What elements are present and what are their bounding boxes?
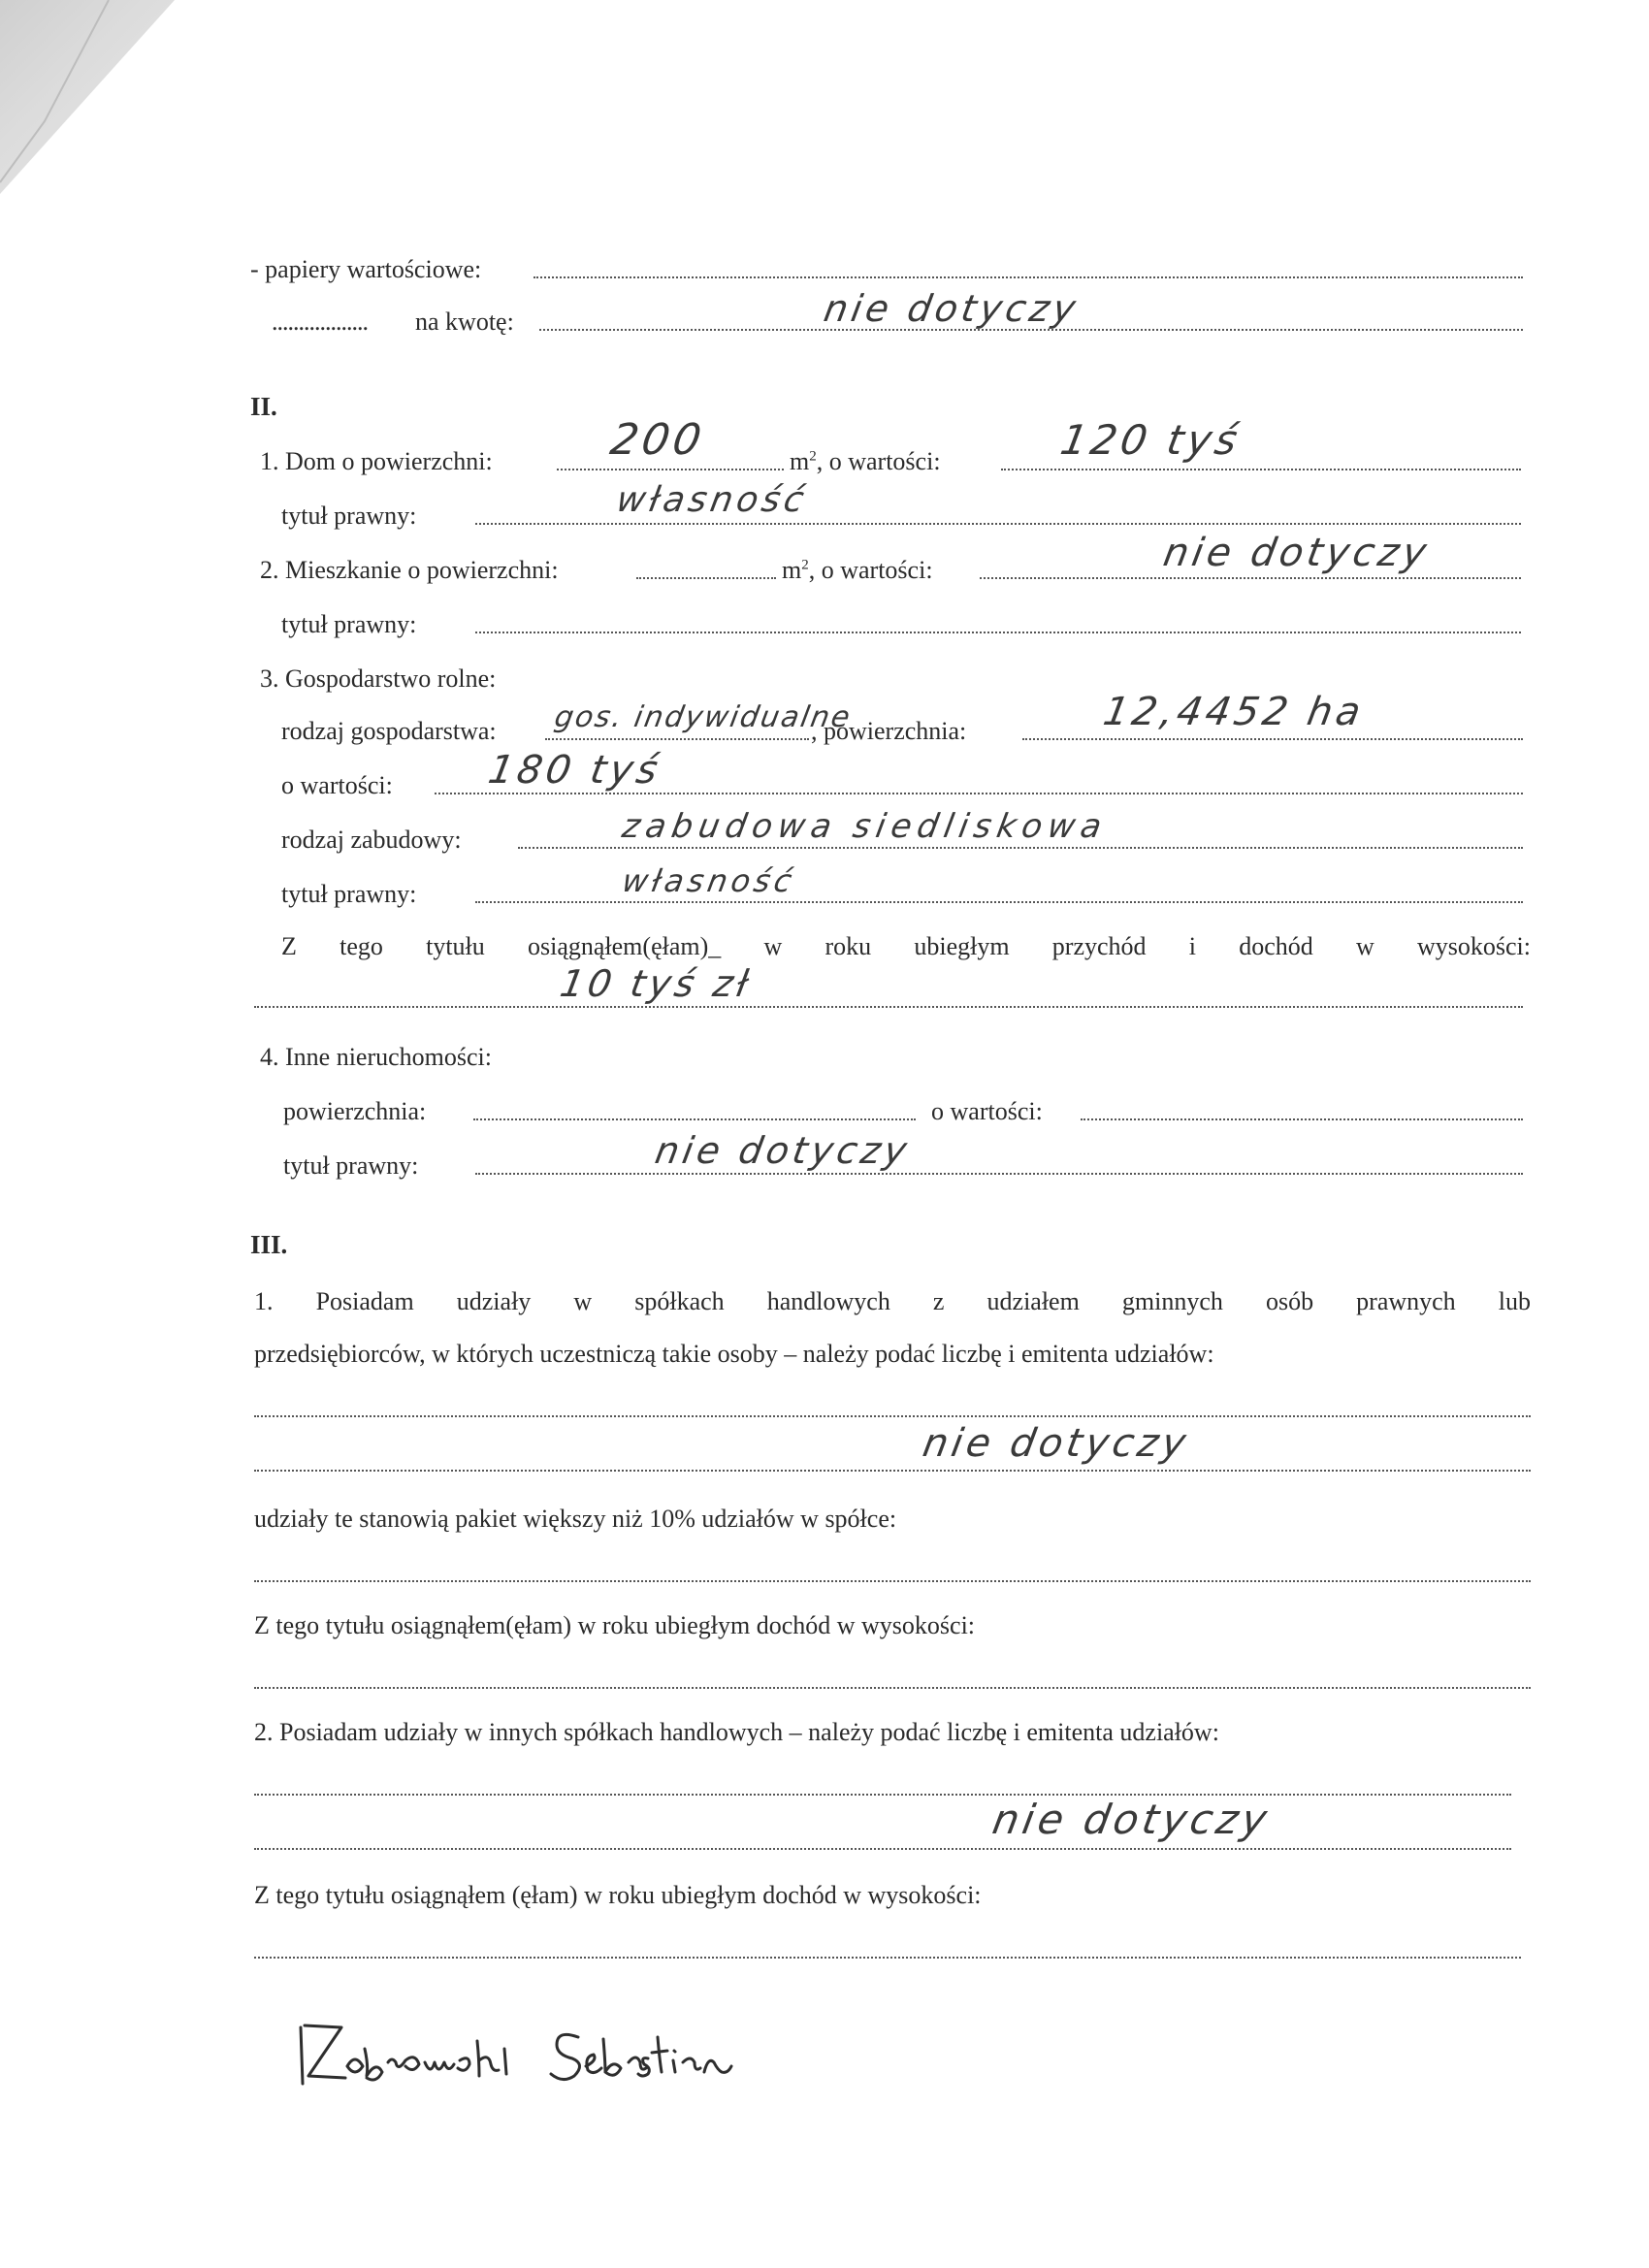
gospodarstwo-type-label: rodzaj gospodarstwa: — [281, 717, 497, 745]
dom-row — [260, 415, 1521, 481]
s3-p2-line: 2. Posiadam udziały w innych spółkach handlowych – należy podać liczbę i emitenta udziałów: — [254, 1718, 1219, 1746]
gospodarstwo-title-field — [475, 901, 1523, 903]
s3-p1-answer-field-1 — [254, 1415, 1531, 1417]
mieszkanie-row — [260, 531, 1521, 590]
mieszkanie-label: 2. Mieszkanie o powierzchni: — [260, 556, 559, 584]
dom-area-value: 200 — [606, 415, 709, 465]
gospodarstwo-building-value: zabudowa siedliskowa — [619, 807, 1111, 846]
papiery-label: - papiery wartościowe: — [250, 255, 482, 283]
s3-p1-answer-field-2 — [254, 1470, 1531, 1472]
inne-area-field — [473, 1118, 916, 1120]
dom-area-field — [557, 469, 784, 470]
gospodarstwo-income-field — [254, 1006, 1523, 1008]
inne-area-row — [283, 1092, 1523, 1131]
mieszkanie-title-label: tytuł prawny: — [281, 610, 417, 638]
kwota-row — [250, 287, 1531, 341]
gospodarstwo-type-value: gos. indywidualne — [552, 700, 855, 734]
inne-title-field — [475, 1173, 1523, 1175]
mieszkanie-title-field — [475, 632, 1521, 633]
gospodarstwo-building-row — [281, 807, 1523, 859]
s3-p1-line2-row — [254, 1335, 1531, 1374]
inne-title-value: nie dotyczy — [652, 1129, 915, 1172]
s3-p1-packet-field — [254, 1580, 1531, 1582]
s3-p1-line1: 1. Posiadam udziały w spółkach handlowych z udziałem gminnych osób prawnych lub — [254, 1287, 1531, 1315]
gospodarstwo-value: 180 tyś — [484, 748, 665, 793]
s3-p2-row — [254, 1713, 1531, 1752]
mieszkanie-unit-sup: 2 — [801, 557, 809, 573]
gospodarstwo-title-label: tytuł prawny: — [281, 880, 417, 908]
s3-p2-answer-row-2 — [254, 1796, 1511, 1861]
s3-p2-answer-field-1 — [254, 1794, 1511, 1796]
s3-p1-answer-row-2 — [254, 1421, 1531, 1482]
inne-title-row — [283, 1129, 1523, 1185]
s3-p2-value: nie dotyczy — [988, 1796, 1275, 1843]
s3-p2-income: Z tego tytułu osiągnąłem (ęłam) w roku ubiegłym dochód w wysokości: — [254, 1881, 982, 1909]
gospodarstwo-area-field — [1022, 738, 1523, 740]
s3-p1-packet-answer-row — [254, 1554, 1531, 1593]
s3-p1-income-answer-row — [254, 1661, 1531, 1700]
gospodarstwo-type-field — [545, 738, 809, 740]
inne-value-label: o wartości: — [931, 1097, 1043, 1125]
gospodarstwo-income-row — [254, 962, 1523, 1019]
kwota-label: na kwotę: — [415, 308, 514, 336]
gospodarstwo-type-row — [281, 690, 1523, 751]
dom-unit: m — [790, 447, 810, 475]
dom-value-label: , o wartości: — [816, 447, 941, 475]
gospodarstwo-value-row — [281, 748, 1523, 805]
s3-p2-income-answer-row — [254, 1930, 1521, 1969]
gospodarstwo-income-value: 10 tyś zł — [557, 962, 756, 1005]
dom-unit-sup: 2 — [809, 448, 817, 465]
kwota-value: nie dotyczy — [821, 287, 1083, 330]
s3-p1-packet: udziały te stanowią pakiet większy niż 10% udziałów w spółce: — [254, 1505, 897, 1533]
s3-p1-answer-row-1 — [254, 1389, 1531, 1428]
folded-corner-edge — [0, 0, 194, 194]
dom-label: 1. Dom o powierzchni: — [260, 447, 493, 475]
gospodarstwo-title-value: własność — [619, 862, 799, 899]
section-iii-heading: III. — [250, 1230, 288, 1259]
gospodarstwo-building-label: rodzaj zabudowy: — [281, 826, 462, 854]
s3-p1-income-row — [254, 1606, 1531, 1645]
papiery-row — [250, 250, 1531, 289]
dom-value-field — [1001, 469, 1521, 470]
inne-title-label: tytuł prawny: — [283, 1151, 419, 1180]
dom-title-value: własność — [613, 480, 811, 520]
inne-value-field — [1081, 1118, 1523, 1120]
mieszkanie-area-field — [636, 577, 776, 579]
dom-title-row — [281, 480, 1521, 535]
inne-label: 4. Inne nieruchomości: — [260, 1043, 492, 1071]
s3-p1-income-field — [254, 1687, 1531, 1689]
mieszkanie-value: nie dotyczy — [1159, 531, 1434, 575]
s3-p1-value: nie dotyczy — [919, 1421, 1193, 1466]
s3-p2-income-row — [254, 1876, 1531, 1915]
inne-area-label: powierzchnia: — [283, 1097, 427, 1125]
gospodarstwo-title-row — [281, 862, 1523, 914]
s3-p1-packet-row — [254, 1500, 1531, 1539]
kwota-prefix-dots: .................. — [272, 308, 368, 336]
dom-title-field — [475, 523, 1521, 525]
gospodarstwo-building-field — [518, 847, 1523, 849]
s3-p1-line2: przedsiębiorców, w których uczestniczą takie osoby – należy podać liczbę i emitenta udziałów: — [254, 1340, 1214, 1368]
mieszkanie-title-row — [281, 605, 1521, 644]
section-ii-heading: II. — [250, 392, 277, 421]
dom-value: 120 tyś — [1056, 416, 1245, 464]
mieszkanie-unit: m — [782, 556, 802, 584]
inne-row — [260, 1038, 1521, 1077]
mieszkanie-value-label: , o wartości: — [808, 556, 933, 584]
s3-p2-answer-row-1 — [254, 1767, 1511, 1806]
gospodarstwo-area-label: , powierzchnia: — [811, 717, 967, 745]
gospodarstwo-area-value: 12,4452 ha — [1099, 690, 1369, 734]
dom-title-label: tytuł prawny: — [281, 502, 417, 530]
s3-p2-income-field — [254, 1957, 1521, 1959]
papiery-field — [534, 276, 1523, 278]
handwritten-signature — [287, 1998, 743, 2095]
s3-p1-income: Z tego tytułu osiągnąłem(ęłam) w roku ubiegłym dochód w wysokości: — [254, 1611, 976, 1639]
mieszkanie-value-field — [980, 577, 1521, 579]
gospodarstwo-income-text: Z tego tytułu osiągnąłem(ęłam)_ w roku ubiegłym przychód i dochód w wysokości: — [281, 932, 1531, 960]
s3-p2-answer-field-2 — [254, 1848, 1511, 1850]
gospodarstwo-value-field — [435, 793, 1523, 794]
gospodarstwo-label: 3. Gospodarstwo rolne: — [260, 664, 497, 693]
gospodarstwo-value-label: o wartości: — [281, 771, 393, 799]
